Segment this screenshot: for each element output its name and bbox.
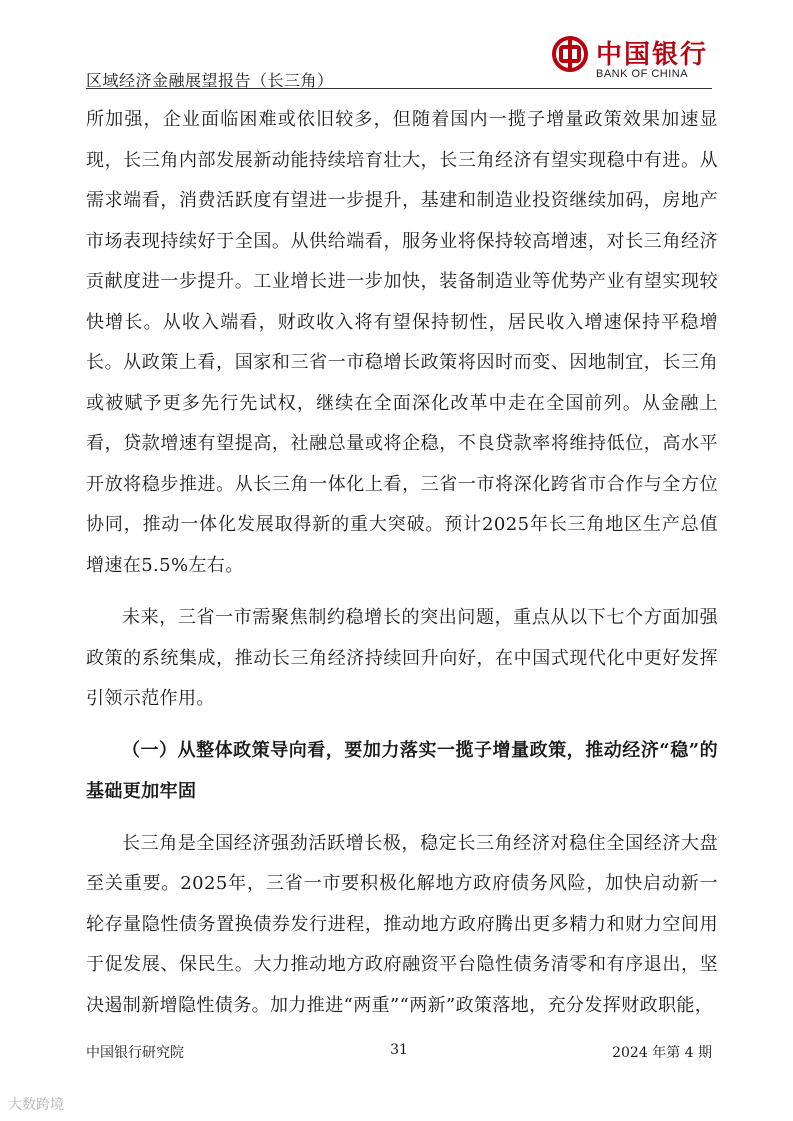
page-content xyxy=(86,100,718,1026)
bank-logo xyxy=(552,34,712,86)
page-header xyxy=(86,32,712,88)
watermark: 大数跨境 xyxy=(8,1097,64,1113)
bank-of-china-logo-icon xyxy=(552,36,588,72)
body-paragraph-3: 长三角是全国经济强劲活跃增长极，稳定长三角经济对稳住全国经济大盘至关重要。2025年，三省一市要积极化解地方政府债务风险，加快启动新一轮存量隐性债务置换债券发行进程，推动地方政府腾出更多精力和财力空间用于促发展、保民生。大力推动地方政府融资平台隐性债务清零和有序退出，坚决遏制新增隐性债务。加力推进“两重”“两新”政策落地，充分发挥财政职能， xyxy=(86,832,718,1016)
body-paragraph-2: 未来，三省一市需聚焦制约稳增长的突出问题，重点从以下七个方面加强政策的系统集成，推动长三角经济持续回升向好，在中国式现代化中更好发挥引领示范作用。 xyxy=(86,607,718,709)
header-divider xyxy=(86,88,712,89)
logo-chinese-name: 中国银行 xyxy=(596,40,709,70)
page-number: 31 xyxy=(390,1042,408,1058)
section-heading-1: （一）从整体政策导向看，要加力落实一揽子增量政策，推动经济“稳”的基础更加牢固 xyxy=(86,739,718,802)
report-title: 区域经济金融展望报告（长三角） xyxy=(86,71,334,90)
logo-english-name: BANK OF CHINA xyxy=(596,68,689,80)
page-footer xyxy=(86,1042,712,1066)
footer-issue: 2024 年第 4 期 xyxy=(612,1045,712,1061)
body-paragraph-1: 所加强，企业面临困难或依旧较多，但随着国内一揽子增量政策效果加速显现，长三角内部发展新动能持续培育壮大，长三角经济有望实现稳中有进。从需求端看，消费活跃度有望进一步提升，基建和制造业投资继续加码，房地产市场表现持续好于全国。从供给端看，服务业将保持较高增速，对长三角经济贡献度进一步提升。工业增长进一步加快，装备制造业等优势产业有望实现较快增长。从收入端看，财政收入将有望保持韧性，居民收入增速保持平稳增长。从政策上看，国家和三省一市稳增长政策将因时而变、因地制宜，长三角或被赋予更多先行先试权，继续在全面深化改革中走在全国前列。从金融上看，贷款增速有望提高，社融总量或将企稳，不良贷款率将维持低位，高水平开放将稳步推进。从长三角一体化上看，三省一市将深化跨省市合作与全方位协同，推动一体化发展取得新的重大突破。预计2025年长三角地区生产总值增速在5.5%左右。 xyxy=(86,109,718,576)
footer-institute: 中国银行研究院 xyxy=(86,1045,184,1061)
